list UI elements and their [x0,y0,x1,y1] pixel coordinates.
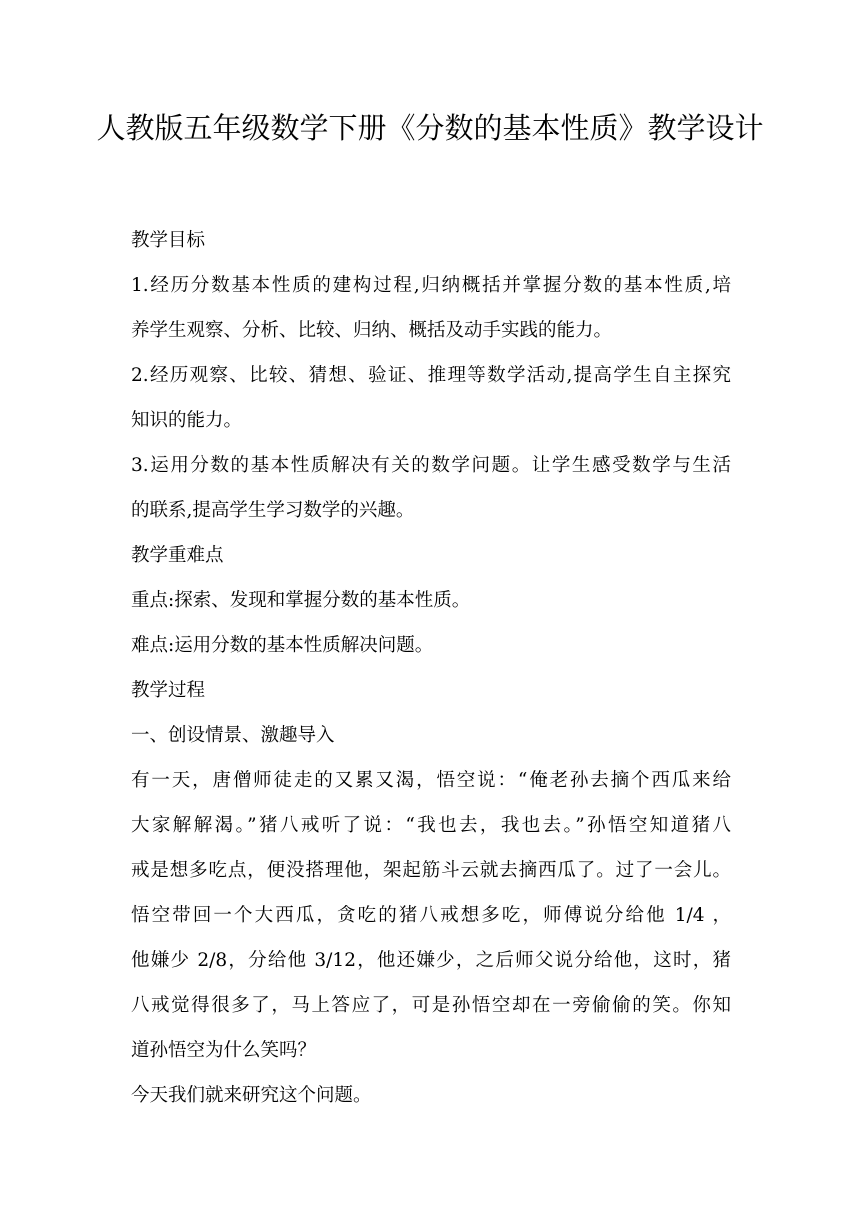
body-line: 他嫌少 2/8，分给他 3/12，他还嫌少，之后师父说分给他，这时，猪 [131,950,731,971]
body-line: 教学重难点 [131,545,224,566]
body-line: 1.经历分数基本性质的建构过程,归纳概括并掌握分数的基本性质,培 [131,275,731,296]
body-line: 养学生观察、分析、比较、归纳、概括及动手实践的能力。 [131,320,613,341]
body-line: 知识的能力。 [131,410,243,431]
body-line: 一、创设情景、激趣导入 [131,725,335,746]
body-line: 道孙悟空为什么笑吗？ [131,1040,317,1061]
document-title: 人教版五年级数学下册《分数的基本性质》教学设计 [96,111,764,145]
body-line: 有一天，唐僧师徒走的又累又渴，悟空说：“俺老孙去摘个西瓜来给 [131,770,731,791]
body-line: 3.运用分数的基本性质解决有关的数学问题。让学生感受数学与生活 [131,455,731,476]
document-body [131,221,731,1121]
body-line: 戒是想多吃点，便没搭理他，架起筋斗云就去摘西瓜了。过了一会儿。 [131,860,731,881]
body-line: 悟空带回一个大西瓜，贪吃的猪八戒想多吃，师傅说分给他 1/4 ， [131,905,731,926]
body-line: 难点:运用分数的基本性质解决问题。 [131,635,434,656]
body-line: 2.经历观察、比较、猜想、验证、推理等数学活动,提高学生自主探究 [131,365,731,386]
body-line: 教学目标 [131,230,206,251]
body-line: 大家解解渴。”猪八戒听了说：“我也去，我也去。”孙悟空知道猪八 [131,815,731,836]
body-line: 今天我们就来研究这个问题。 [131,1085,372,1106]
body-line: 八戒觉得很多了，马上答应了，可是孙悟空却在一旁偷偷的笑。你知 [131,995,731,1016]
body-line: 重点:探索、发现和掌握分数的基本性质。 [131,590,471,611]
body-line: 的联系,提高学生学习数学的兴趣。 [131,500,415,521]
body-line: 教学过程 [131,680,206,701]
